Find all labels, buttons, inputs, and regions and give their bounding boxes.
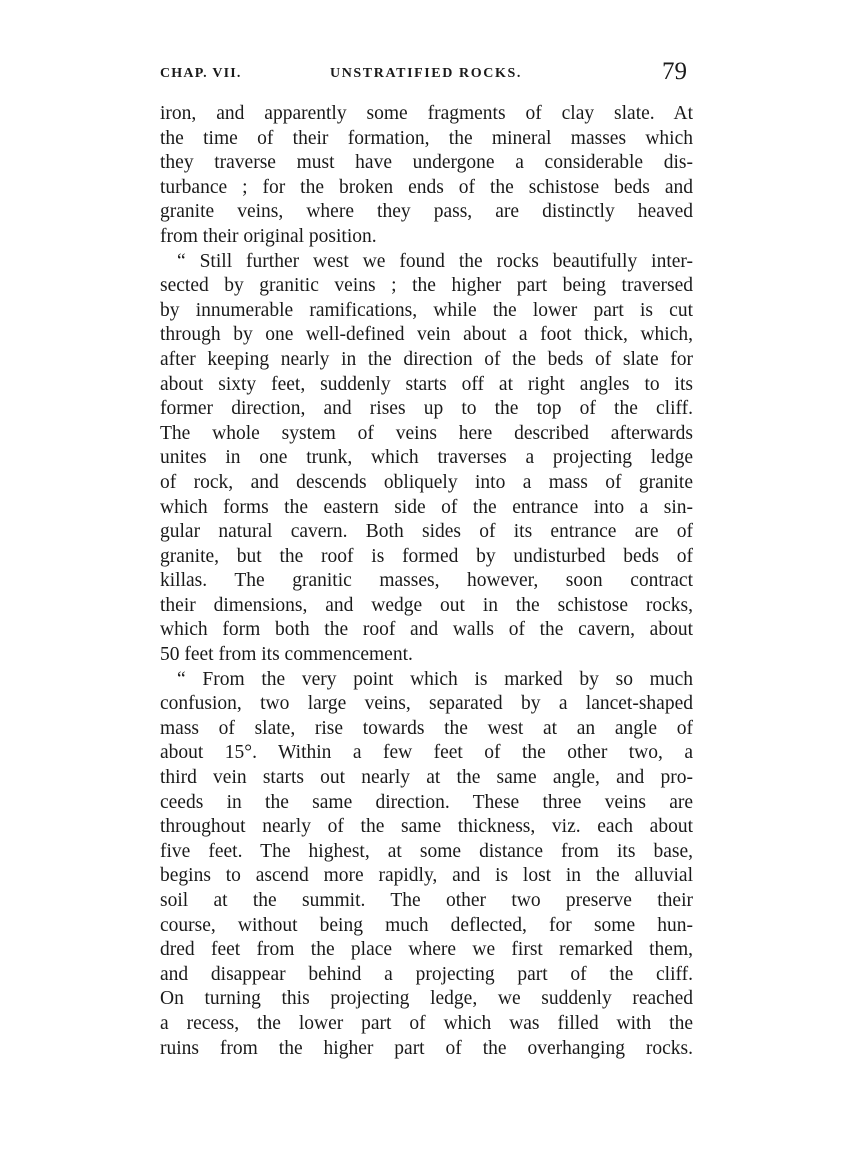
text-line: their dimensions, and wedge out in the schistose rocks, bbox=[160, 594, 693, 616]
text-line: course, without being much deflected, for some hun- bbox=[160, 914, 693, 936]
text-line: former direction, and rises up to the top of the cliff. bbox=[160, 398, 693, 420]
text-line: soil at the summit. The other two preserve their bbox=[160, 890, 693, 911]
text-line: ceeds in the same direction. These three veins are bbox=[160, 791, 693, 813]
text-line: confusion, two large veins, separated by a lancet-shaped bbox=[160, 693, 693, 715]
text-line: and disappear behind a projecting part of the cliff. bbox=[160, 963, 693, 985]
text-line: which forms the eastern side of the entrance into a sin- bbox=[160, 496, 693, 518]
page-number: 79 bbox=[662, 58, 687, 85]
text-line: turbance ; for the broken ends of the schistose beds and bbox=[160, 176, 693, 198]
paragraph-start-line: “ Still further west we found the rocks beautifully inter- bbox=[177, 250, 693, 272]
text-line: iron, and apparently some fragments of clay slate. At bbox=[160, 103, 693, 124]
chapter-heading: CHAP. VII. bbox=[160, 66, 242, 81]
text-line: granite, but the roof is formed by undisturbed beds of bbox=[160, 545, 693, 567]
text-line: through by one well-defined vein about a foot thick, which, bbox=[160, 324, 693, 346]
text-line: mass of slate, rise towards the west at an angle of bbox=[160, 717, 693, 739]
paragraph-start-line: “ From the very point which is marked by so much bbox=[177, 668, 693, 690]
text-line: they traverse must have undergone a considerable dis- bbox=[160, 152, 693, 174]
text-line: after keeping nearly in the direction of the beds of slate for bbox=[160, 348, 693, 370]
section-title: UNSTRATIFIED ROCKS. bbox=[330, 66, 522, 81]
text-line: from their original position. bbox=[160, 225, 377, 247]
body-text bbox=[160, 102, 693, 1061]
text-line: throughout nearly of the same thickness, viz. each about bbox=[160, 816, 693, 838]
text-line: about sixty feet, suddenly starts off at right angles to its bbox=[160, 373, 693, 395]
text-line: which form both the roof and walls of the cavern, about bbox=[160, 619, 693, 641]
text-line: unites in one trunk, which traverses a projecting ledge bbox=[160, 447, 693, 469]
text-line: killas. The granitic masses, however, soon contract bbox=[160, 570, 693, 592]
text-line: The whole system of veins here described afterwards bbox=[160, 422, 693, 444]
text-line: 50 feet from its commencement. bbox=[160, 644, 413, 666]
text-line: dred feet from the place where we first remarked them, bbox=[160, 939, 693, 961]
running-head bbox=[160, 58, 693, 92]
text-line: granite veins, where they pass, are distinctly heaved bbox=[160, 201, 693, 223]
text-line: begins to ascend more rapidly, and is lost in the alluvial bbox=[160, 865, 693, 887]
text-line: of rock, and descends obliquely into a mass of granite bbox=[160, 471, 693, 493]
text-line: a recess, the lower part of which was filled with the bbox=[160, 1012, 693, 1034]
text-line: sected by granitic veins ; the higher part being traversed bbox=[160, 275, 693, 297]
text-line: by innumerable ramifications, while the lower part is cut bbox=[160, 299, 693, 321]
text-line: five feet. The highest, at some distance from its base, bbox=[160, 840, 693, 862]
text-line: On turning this projecting ledge, we suddenly reached bbox=[160, 988, 693, 1010]
text-line: ruins from the higher part of the overhanging rocks. bbox=[160, 1037, 693, 1059]
text-line: third vein starts out nearly at the same angle, and pro- bbox=[160, 767, 693, 789]
text-line: gular natural cavern. Both sides of its entrance are of bbox=[160, 521, 693, 543]
text-line: the time of their formation, the mineral masses which bbox=[160, 127, 693, 149]
text-line: about 15°. Within a few feet of the other two, a bbox=[160, 742, 693, 764]
